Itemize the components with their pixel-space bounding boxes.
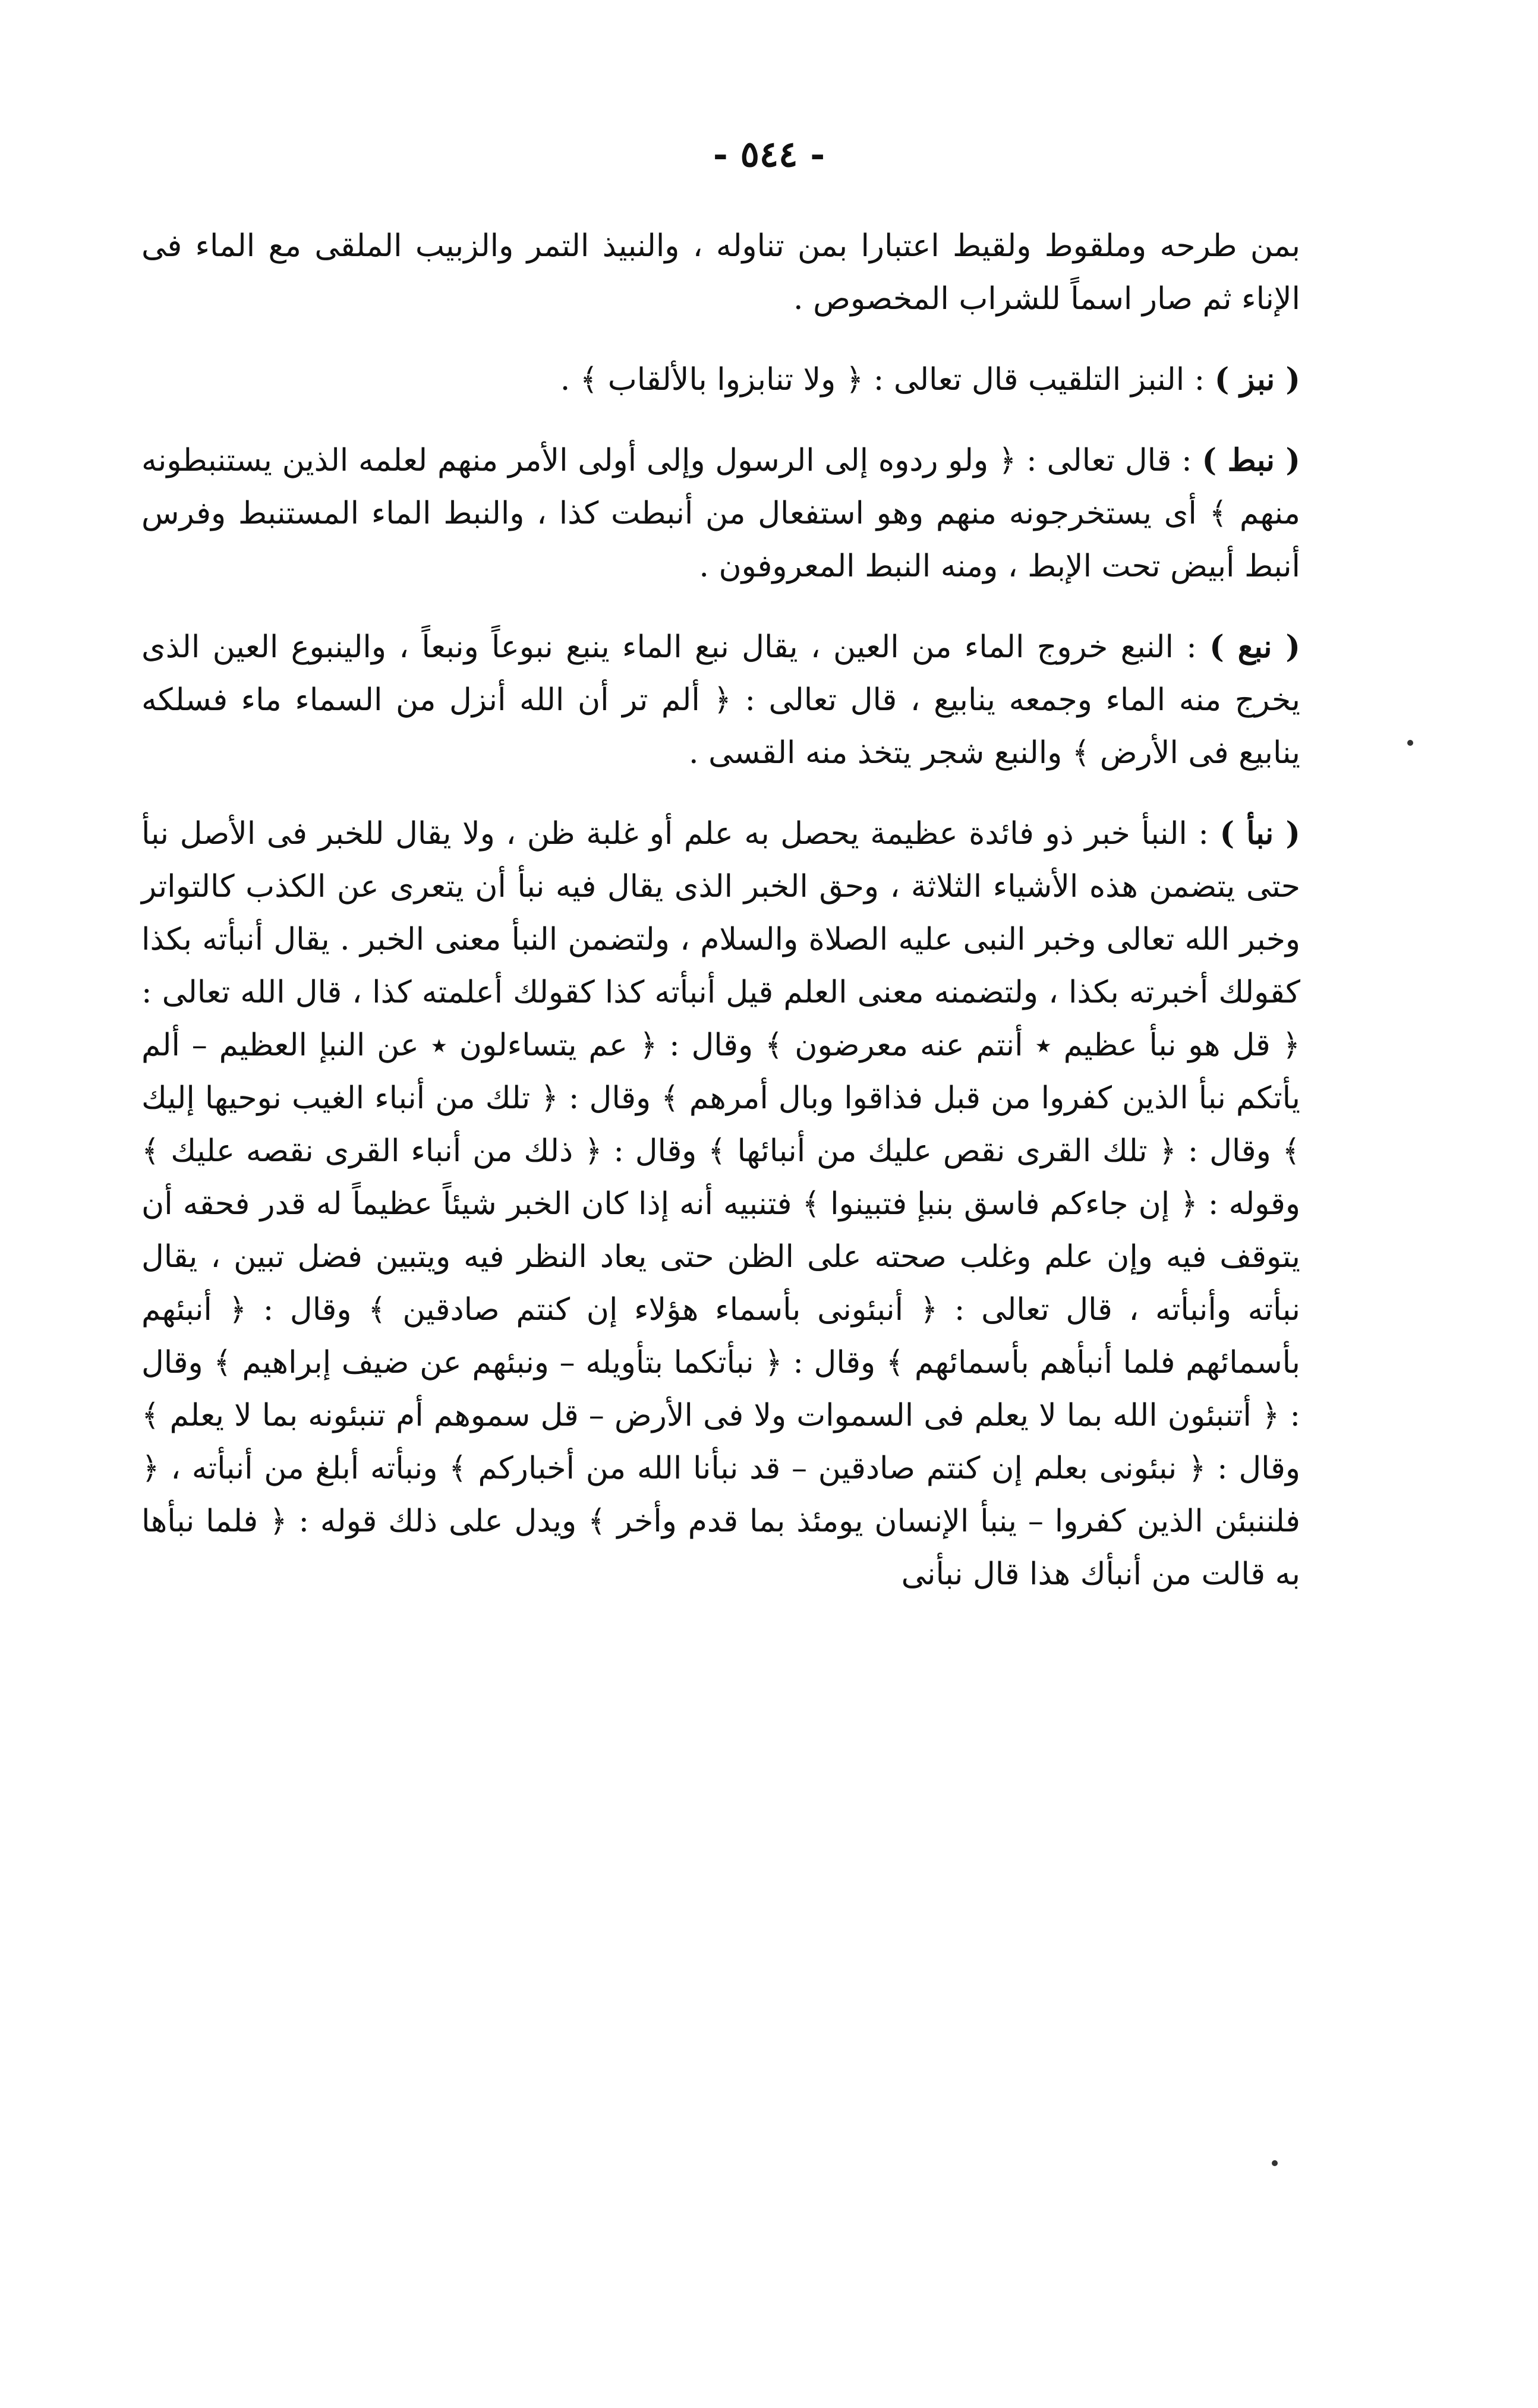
page-number: - ٥٤٤ -: [713, 134, 825, 175]
paragraph-text: : قال تعالى : ﴿ ولو ردوه إلى الرسول وإلى أولى الأمر منهم لعلمه الذين يستنبطونه منهم ﴾ أى يستخرجونه منهم وهو استفعال من أنبطت كذا ، والنبط الماء المستنبط وفرس أنبط أبيض تحت الإبط ، ومنه النبط المعروفون .: [141, 443, 1300, 584]
paragraph-text: : النبز التلقيب قال تعالى : ﴿ ولا تنابزوا بالألقاب ﴾ .: [560, 362, 1215, 398]
paragraph-text: بمن طرحه وملقوط ولقيط اعتبارا بمن تناوله ، والنبيذ التمر والزبيب الملقى مع الماء فى الإناء ثم صار اسماً للشراب المخصوص .: [141, 228, 1300, 317]
entry-heading: ( نبأ ): [1219, 815, 1300, 852]
paragraph-nabz: [141, 353, 1300, 406]
entry-heading: ( نبع ): [1209, 629, 1300, 665]
page-body: [141, 220, 1300, 1628]
entry-heading: ( نبط ): [1202, 442, 1301, 478]
print-speck: [1407, 740, 1413, 746]
entry-heading: ( نبز ): [1214, 361, 1300, 398]
paragraph-nabaa: [141, 620, 1300, 780]
paragraph-text: : النبأ خبر ذو فائدة عظيمة يحصل به علم أو غلبة ظن ، ولا يقال للخبر فى الأصل نبأ حتى يتضمن هذه الأشياء الثلاثة ، وحق الخبر الذى يقال فيه نبأ أن يتعرى عن الكذب كالتواتر وخبر الله تعالى وخبر النبى عليه الصلاة والسلام ، ولتضمن النبأ معنى الخبر . يقال أنبأته بكذا كقولك أخبرته بكذا ، ولتضمنه معنى العلم قيل أنبأته كذا كقولك أعلمته كذا ، قال الله تعالى : ﴿ قل هو نبأ عظيم ٭ أنتم عنه معرضون ﴾ وقال : ﴿ عم يتساءلون ٭ عن النبإ العظيم – ألم يأتكم نبأ الذين كفروا من قبل فذاقوا وبال أمرهم ﴾ وقال : ﴿ تلك من أنباء الغيب نوحيها إليك ﴾ وقال : ﴿ تلك القرى نقص عليك من أنبائها ﴾ وقال : ﴿ ذلك من أنباء القرى نقصه عليك ﴾ وقوله : ﴿ إن جاءكم فاسق بنبإ فتبينوا ﴾ فتنبيه أنه إذا كان الخبر شيئاً عظيماً له قدر فحقه أن يتوقف فيه وإن علم وغلب صحته على الظن حتى يعاد النظر فيه ويتبين فضل تبين ، يقال نبأته وأنبأته ، قال تعالى : ﴿ أنبئونى بأسماء هؤلاء إن كنتم صادقين ﴾ وقال : ﴿ أنبئهم بأسمائهم فلما أنبأهم بأسمائهم ﴾ وقال : ﴿ نبأتكما بتأويله – ونبئهم عن ضيف إبراهيم ﴾ وقال : ﴿ أتنبئون الله بما لا يعلم فى السموات ولا فى الأرض – قل سموهم أم تنبئونه بما لا يعلم ﴾ وقال : ﴿ نبئونى بعلم إن كنتم صادقين – قد نبأنا الله من أخباركم ﴾ ونبأته أبلغ من أنبأته ، ﴿ فلننبئن الذين كفروا – ينبأ الإنسان يومئذ بما قدم وأخر ﴾ ويدل على ذلك قوله : ﴿ فلما نبأها به قالت من أنبأك هذا قال نبأنى: [141, 816, 1300, 1592]
paragraph-intro: [141, 220, 1300, 326]
paragraph-text: : النبع خروج الماء من العين ، يقال نبع الماء ينبع نبوعاً ونبعاً ، والينبوع العين الذى يخرج منه الماء وجمعه ينابيع ، قال تعالى : ﴿ ألم تر أن الله أنزل من السماء ماء فسلكه ينابيع فى الأرض ﴾ والنبع شجر يتخذ منه القسى .: [141, 629, 1300, 771]
paragraph-nabt: [141, 434, 1300, 593]
paragraph-naba: [141, 807, 1300, 1601]
print-speck: [1272, 2160, 1278, 2166]
